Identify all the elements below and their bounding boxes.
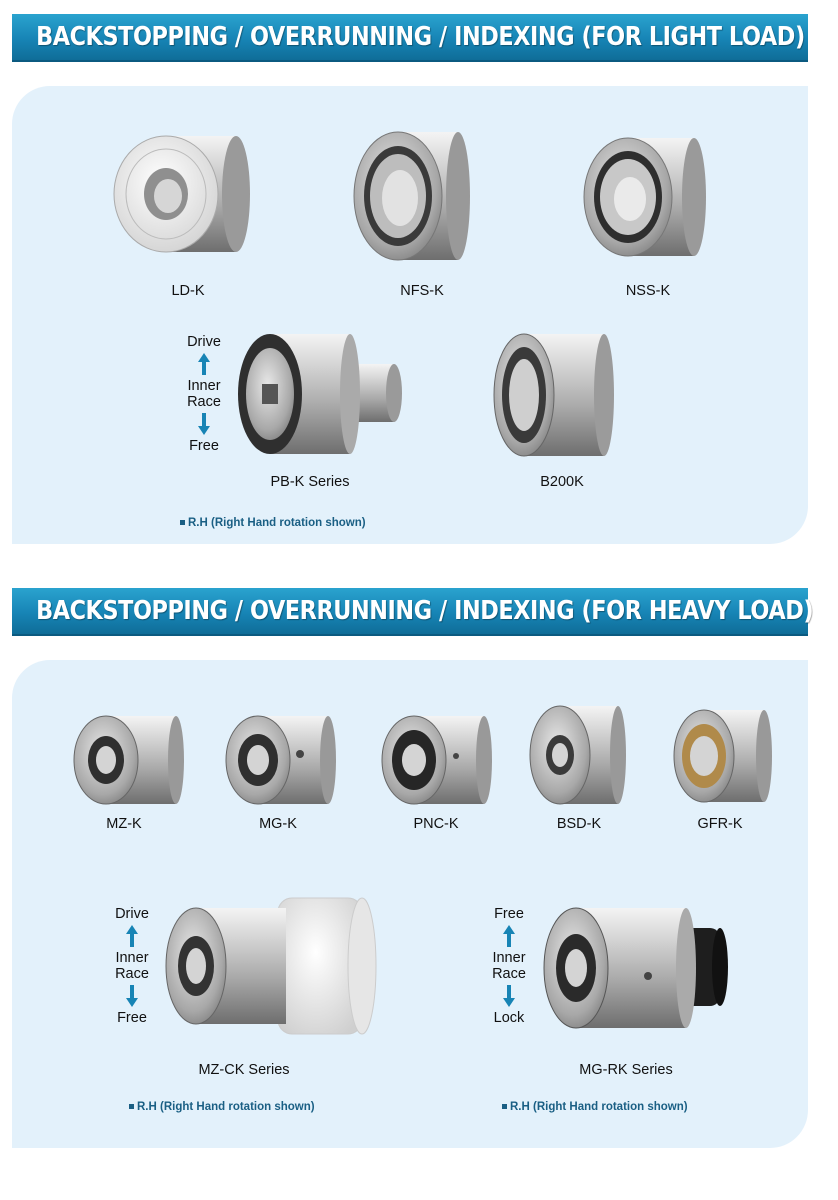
rotation-top: Drive <box>115 906 149 922</box>
rotation-indicator-left <box>97 906 167 1026</box>
nss-k-image <box>580 130 710 266</box>
down-arrow-icon <box>503 985 515 1007</box>
rotation-indicator-right <box>474 906 544 1026</box>
rotation-indicator <box>169 334 239 454</box>
ld-k-image <box>108 126 258 266</box>
product-label-b200k: B200K <box>540 474 584 490</box>
rotation-note: R.H (Right Hand rotation shown) <box>180 517 366 529</box>
bullet-square <box>502 1104 507 1109</box>
bullet-square <box>180 520 185 525</box>
rotation-bottom: Free <box>117 1010 147 1026</box>
product-panel-light <box>12 86 808 544</box>
rotation-bottom: Lock <box>493 1010 525 1026</box>
up-arrow-icon <box>503 925 515 947</box>
rotation-top: Free <box>494 906 524 922</box>
rotation-top: Drive <box>187 334 221 350</box>
product-label-mg-k: MG-K <box>259 816 297 832</box>
nfs-k-image <box>348 124 478 270</box>
pnc-k-image <box>376 710 496 810</box>
section-banner-heavy <box>12 588 814 636</box>
section-banner-light <box>12 14 808 62</box>
down-arrow-icon <box>126 985 138 1007</box>
product-label-mg-rk: MG-RK Series <box>579 1062 673 1078</box>
product-label-nss-k: NSS-K <box>625 283 671 299</box>
section-title: BACKSTOPPING / OVERRUNNING / INDEXING (FOR LIGHT LOAD) <box>36 22 805 52</box>
rotation-middle2: Race <box>115 966 149 982</box>
bullet-square <box>129 1104 134 1109</box>
up-arrow-icon <box>126 925 138 947</box>
rotation-middle2: Race <box>187 394 221 410</box>
rotation-middle1: Inner <box>492 950 526 966</box>
down-arrow-icon <box>198 413 210 435</box>
product-label-bsd-k: BSD-K <box>556 816 602 832</box>
product-label-mz-k: MZ-K <box>106 816 142 832</box>
rotation-middle1: Inner <box>187 378 221 394</box>
product-panel-heavy <box>12 660 808 1148</box>
up-arrow-icon <box>198 353 210 375</box>
mg-rk-image <box>540 900 740 1036</box>
gfr-k-image <box>670 704 780 808</box>
rotation-middle1: Inner <box>115 950 149 966</box>
rotation-note-left: R.H (Right Hand rotation shown) <box>129 1101 315 1113</box>
product-label-pb-k: PB-K Series <box>270 474 350 490</box>
b200k-image <box>488 326 618 466</box>
rotation-note-right: R.H (Right Hand rotation shown) <box>502 1101 688 1113</box>
product-label-pnc-k: PNC-K <box>413 816 459 832</box>
product-label-gfr-k: GFR-K <box>697 816 743 832</box>
rotation-middle2: Race <box>492 966 526 982</box>
section-title: BACKSTOPPING / OVERRUNNING / INDEXING (FOR HEAVY LOAD) <box>36 596 814 626</box>
pb-k-image <box>234 326 404 466</box>
rotation-bottom: Free <box>189 438 219 454</box>
product-label-ld-k: LD-K <box>171 283 205 299</box>
mg-k-image <box>220 710 340 810</box>
mz-ck-image <box>158 894 378 1040</box>
product-label-mz-ck: MZ-CK Series <box>198 1062 290 1078</box>
mz-k-image <box>68 710 188 810</box>
product-label-nfs-k: NFS-K <box>400 283 444 299</box>
bsd-k-image <box>526 700 636 810</box>
